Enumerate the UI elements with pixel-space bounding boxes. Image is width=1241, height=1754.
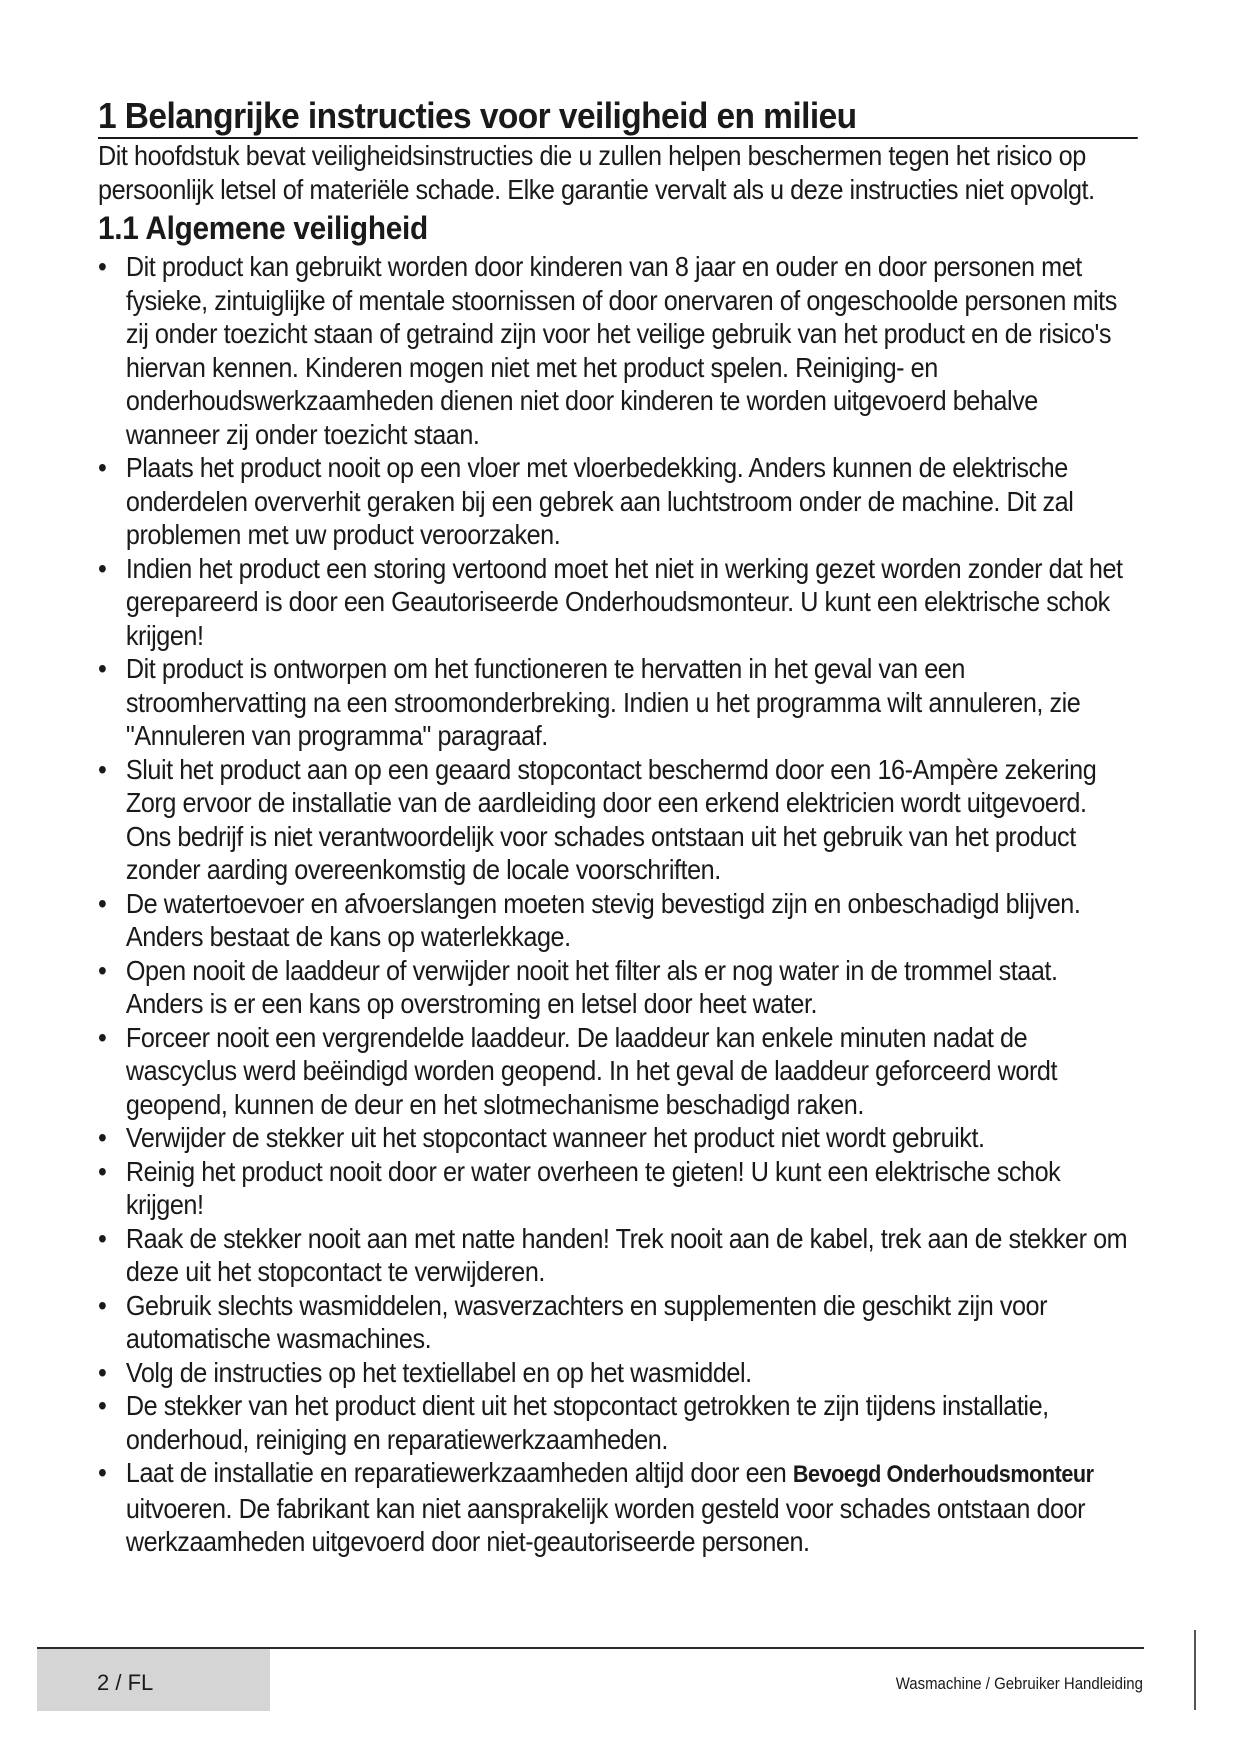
list-item bbox=[98, 1356, 1138, 1390]
bullet-icon: • bbox=[98, 753, 107, 785]
page-number: 2 / FL bbox=[97, 1670, 154, 1695]
list-item-text: Volg de instructies op het textiellabel en op het wasmiddel. bbox=[125, 1356, 752, 1388]
bullet-icon: • bbox=[98, 1222, 107, 1254]
section-title: 1.1 Algemene veiligheid bbox=[98, 210, 428, 246]
list-item-text: Indien het product een storing vertoond moet het niet in werking gezet worden zonder dat het gerepareerd is door een Geautoriseerde Onderhoudsmonteur. U kunt een elektrische schok krijgen! bbox=[125, 552, 1123, 651]
page-number-box bbox=[37, 1649, 270, 1711]
list-item bbox=[98, 1155, 1138, 1222]
bullet-icon: • bbox=[98, 1021, 107, 1053]
list-item-text: Plaats het product nooit op een vloer met vloerbedekking. Anders kunnen de elektrische onderdelen oververhit geraken bij een gebrek aan luchtstroom onder de machine. Dit zal problemen met uw product veroorzaken. bbox=[125, 452, 1074, 550]
list-item-text: Gebruik slechts wasmiddelen, wasverzachters en supplementen die geschikt zijn voor automatische wasmachines. bbox=[125, 1289, 1048, 1354]
bullet-icon: • bbox=[98, 251, 107, 282]
manual-title: Wasmachine / Gebruiker Handleiding bbox=[895, 1674, 1143, 1693]
list-item-text: Forceer nooit een vergrendelde laaddeur. De laaddeur kan enkele minuten nadat de wascyclus werd beëindigd worden geopend. In het geval de laaddeur geforceerd wordt geopend, kunnen de deur en het slotmechanisme beschadigd raken. bbox=[125, 1021, 1058, 1120]
list-item bbox=[98, 753, 1138, 887]
list-item bbox=[98, 250, 1138, 451]
bullet-icon: • bbox=[98, 1356, 107, 1388]
list-item bbox=[98, 1389, 1138, 1456]
list-item-text: Sluit het product aan op een geaard stopcontact beschermd door een 16-Ampère zekering Zorg ervoor de installatie van de aardleiding door een erkend elektricien wordt uitgevoerd. Ons bedrijf is niet verantwoordelijk voor schades ontstaan uit het gebruik van het product zonder aarding overeenkomstig de locale voorschriften. bbox=[125, 753, 1097, 885]
list-item bbox=[98, 652, 1138, 753]
list-item-text: Reinig het product nooit door er water overheen te gieten! U kunt een elektrische schok krijgen! bbox=[125, 1155, 1061, 1220]
bullet-icon: • bbox=[98, 887, 107, 919]
list-item bbox=[98, 954, 1138, 1021]
bullet-icon: • bbox=[98, 653, 107, 684]
list-item-text: Verwijder de stekker uit het stopcontact wanneer het product niet wordt gebruikt. bbox=[125, 1122, 985, 1153]
list-item-text-end: uitvoeren. De fabrikant kan niet aansprakelijk worden gesteld voor schades ontstaan door werkzaamheden uitgevoerd door niet-geautoriseerde personen. bbox=[125, 1492, 1086, 1557]
bullet-icon: • bbox=[98, 1390, 107, 1421]
page-content bbox=[98, 96, 1138, 1559]
safety-list bbox=[98, 250, 1138, 1559]
list-item bbox=[98, 451, 1138, 552]
list-item bbox=[98, 1456, 1138, 1559]
list-item bbox=[98, 552, 1138, 653]
chapter-intro: Dit hoofdstuk bevat veiligheidsinstructies die u zullen helpen beschermen tegen het risico op persoonlijk letsel of materiële schade. Elke garantie vervalt als u deze instructies niet opvolgt. bbox=[98, 140, 1095, 205]
bullet-icon: • bbox=[98, 1289, 107, 1321]
list-item-text: Dit product is ontworpen om het functioneren te hervatten in het geval van een stroomhervatting na een stroomonderbreking. Indien u het programma wilt annuleren, zie "Annuleren van programma" paragraaf. bbox=[125, 653, 1081, 751]
bullet-icon: • bbox=[98, 1155, 107, 1187]
chapter-title: 1 Belangrijke instructies voor veiligheid en milieu bbox=[98, 96, 1138, 139]
bullet-icon: • bbox=[98, 1122, 107, 1153]
bullet-icon: • bbox=[98, 552, 107, 584]
list-item bbox=[98, 1021, 1138, 1122]
list-item-text-start: Laat de installatie en reparatiewerkzaamheden altijd door een bbox=[125, 1457, 793, 1488]
list-item bbox=[98, 1121, 1138, 1155]
list-item-text: Open nooit de laaddeur of verwijder nooit het filter als er nog water in de trommel staat. Anders is er een kans op overstroming en letsel door heet water. bbox=[125, 954, 1058, 1019]
list-item-text: De watertoevoer en afvoerslangen moeten stevig bevestigd zijn en onbeschadigd blijven. Anders bestaat de kans op waterlekkage. bbox=[125, 887, 1081, 952]
service-agent-term: Bevoegd Onderhoudsmonteur bbox=[792, 1461, 1094, 1488]
list-item bbox=[98, 1289, 1138, 1356]
list-item bbox=[98, 1222, 1138, 1289]
bullet-icon: • bbox=[98, 452, 107, 483]
bullet-icon: • bbox=[98, 1457, 107, 1488]
bullet-icon: • bbox=[98, 954, 107, 986]
list-item bbox=[98, 887, 1138, 954]
list-item-text: De stekker van het product dient uit het stopcontact getrokken te zijn tijdens installatie, onderhoud, reiniging en reparatiewerkzaamheden. bbox=[125, 1390, 1049, 1455]
list-item-text: Raak de stekker nooit aan met natte handen! Trek nooit aan de kabel, trek aan de stekker om deze uit het stopcontact te verwijderen. bbox=[125, 1222, 1128, 1287]
margin-mark bbox=[1194, 1630, 1196, 1710]
list-item-text: Dit product kan gebruikt worden door kinderen van 8 jaar en ouder en door personen met fysieke, zintuiglijke of mentale stoornissen of door onervaren of ongeschoolde personen mits zij onder toezicht staan of getraind zijn voor het veilige gebruik van het product en de risico's hiervan kennen. Kinderen mogen niet met het product spelen. Reiniging- en onderhoudswerkzaamheden dienen niet door kinderen te worden uitgevoerd behalve wanneer zij onder toezicht staan. bbox=[125, 251, 1117, 450]
